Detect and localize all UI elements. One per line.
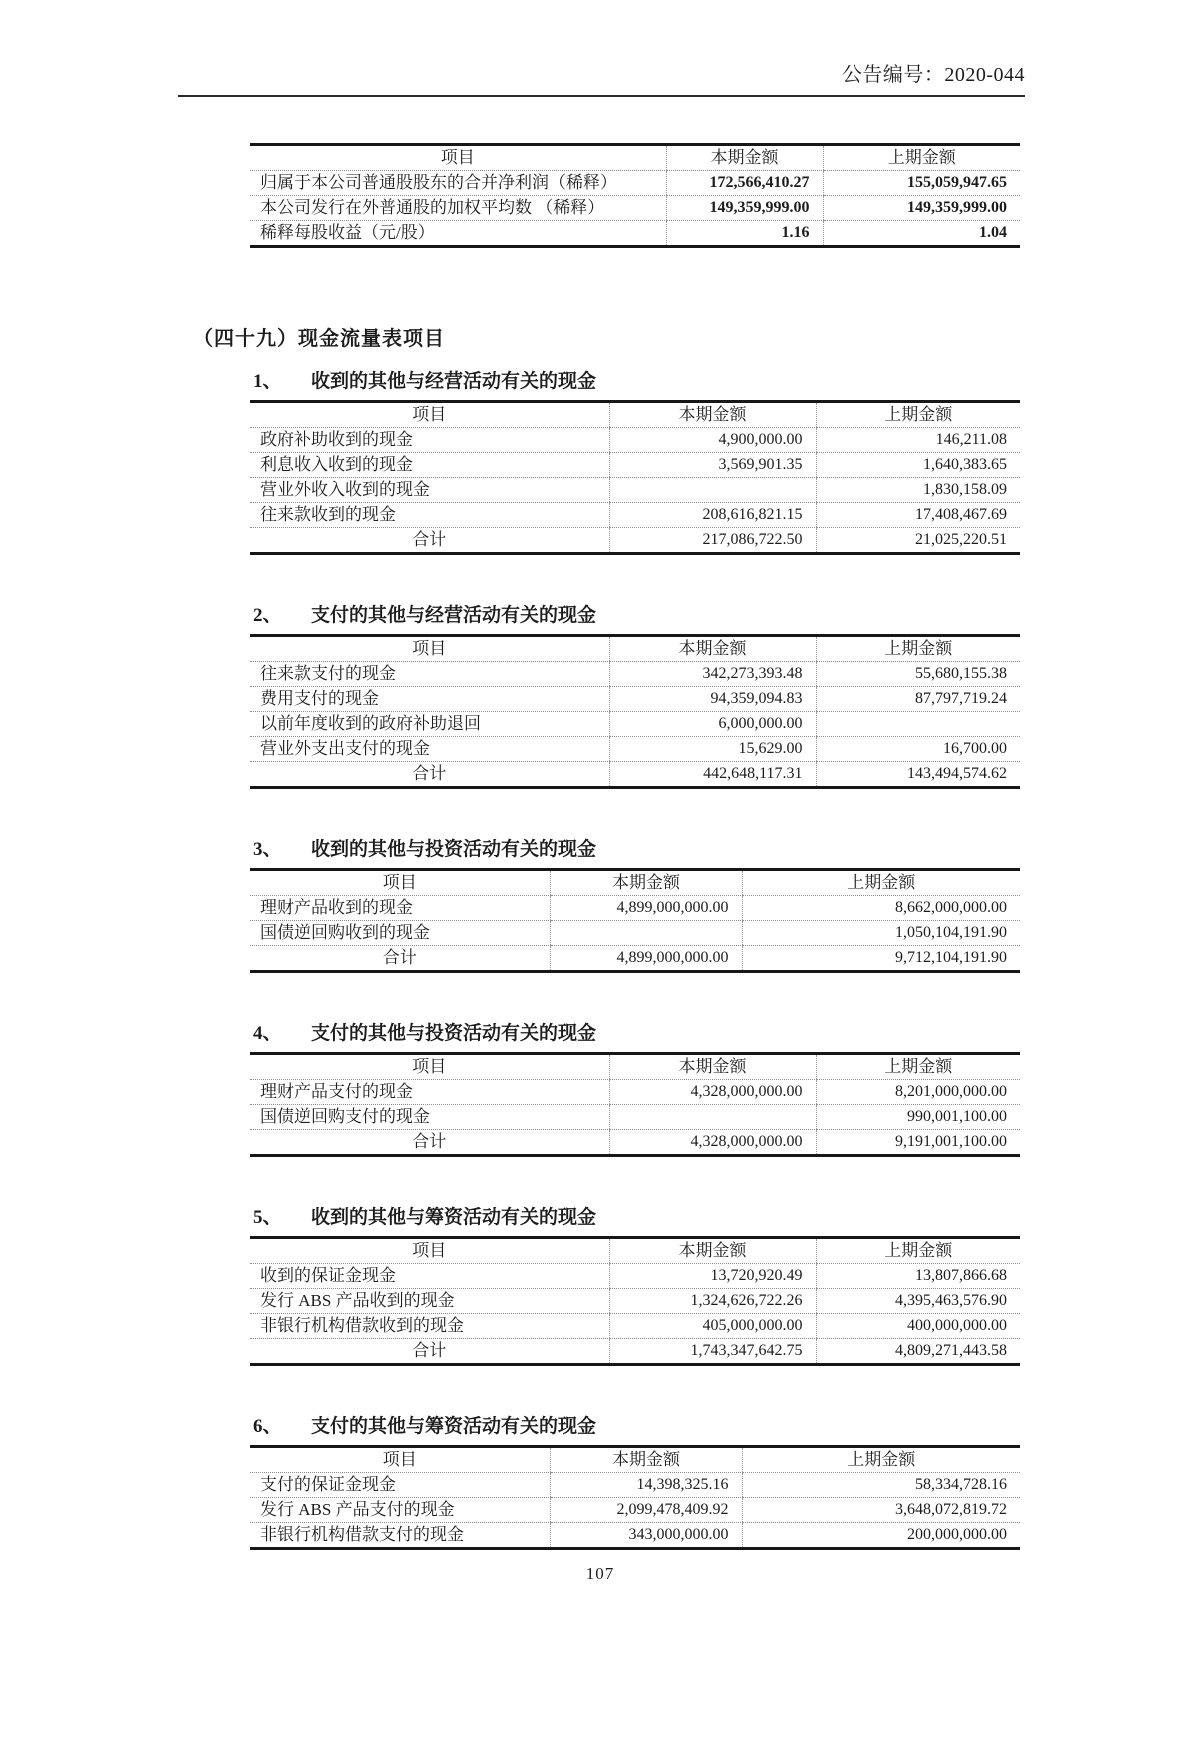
current-amount-cell: 405,000,000.00 [609,1314,816,1339]
prior-amount-cell: 9,191,001,100.00 [816,1130,1020,1156]
cash-flow-table-4 [250,1052,1020,1157]
column-header: 本期金额 [550,870,742,896]
current-amount-cell: 3,569,901.35 [609,453,816,478]
item-cell: 往来款收到的现金 [250,503,609,528]
prior-amount-cell [816,712,1020,737]
prior-amount-cell: 146,211.08 [816,428,1020,453]
current-amount-cell: 217,086,722.50 [609,528,816,554]
subsection-title: 支付的其他与筹资活动有关的现金 [311,1416,597,1437]
item-cell: 发行 ABS 产品收到的现金 [250,1289,609,1314]
subsection-heading [253,1021,1200,1047]
column-header: 上期金额 [816,402,1020,428]
table-row [250,1105,1020,1130]
prior-amount-cell: 3,648,072,819.72 [742,1498,1020,1523]
total-row [250,528,1020,554]
total-row [250,946,1020,972]
table-row [250,1289,1020,1314]
table-row [250,687,1020,712]
column-header: 项目 [250,402,609,428]
total-row [250,1339,1020,1365]
table-row [250,1264,1020,1289]
table-row [250,503,1020,528]
prior-amount-cell: 400,000,000.00 [816,1314,1020,1339]
current-amount-cell [550,921,742,946]
current-amount-cell: 442,648,117.31 [609,762,816,788]
cash-flow-table-3 [250,868,1020,973]
subsection-2 [0,603,1200,789]
column-header: 本期金额 [666,145,823,171]
header-row [250,1447,1020,1473]
prior-amount-cell: 4,395,463,576.90 [816,1289,1020,1314]
column-header: 本期金额 [609,1054,816,1080]
eps-table-container [0,143,1200,248]
table-row [250,737,1020,762]
subsection-heading [253,369,1200,395]
current-amount-cell: 6,000,000.00 [609,712,816,737]
column-header: 上期金额 [742,870,1020,896]
subsection-title: 支付的其他与投资活动有关的现金 [311,1023,597,1044]
item-cell: 归属于本公司普通股股东的合并净利润（稀释） [250,171,666,196]
prior-amount-cell: 1,050,104,191.90 [742,921,1020,946]
current-amount-cell: 94,359,094.83 [609,687,816,712]
prior-amount-cell: 58,334,728.16 [742,1473,1020,1498]
subsection-title: 收到的其他与经营活动有关的现金 [311,371,597,392]
current-amount-cell [609,478,816,503]
column-header: 上期金额 [816,1054,1020,1080]
current-amount-cell: 4,900,000.00 [609,428,816,453]
item-cell: 合计 [250,528,609,554]
item-cell: 发行 ABS 产品支付的现金 [250,1498,550,1523]
prior-amount-cell: 1,640,383.65 [816,453,1020,478]
item-cell: 营业外收入收到的现金 [250,478,609,503]
subsection-heading [253,837,1200,863]
column-header: 本期金额 [550,1447,742,1473]
column-header: 上期金额 [816,1238,1020,1264]
current-amount-cell: 14,398,325.16 [550,1473,742,1498]
header-row [250,636,1020,662]
current-amount-cell: 342,273,393.48 [609,662,816,687]
subsection-number: 6、 [253,1416,282,1437]
subsection-number: 4、 [253,1023,282,1044]
item-cell: 往来款支付的现金 [250,662,609,687]
subsection-number: 2、 [253,605,282,626]
cash-flow-table-6 [250,1445,1020,1550]
table-row [250,896,1020,921]
current-amount-cell: 4,899,000,000.00 [550,946,742,972]
table-row [250,662,1020,687]
item-cell: 支付的保证金现金 [250,1473,550,1498]
current-amount-cell: 1.16 [666,221,823,247]
subsection-1 [0,369,1200,555]
item-cell: 营业外支出支付的现金 [250,737,609,762]
prior-amount-cell: 8,662,000,000.00 [742,896,1020,921]
section-title: （四十九）现金流量表项目 [193,328,445,350]
table-row [250,1523,1020,1549]
subsection-heading [253,1205,1200,1231]
eps-table [250,143,1020,248]
subsection-title: 支付的其他与经营活动有关的现金 [311,605,597,626]
item-cell: 国债逆回购支付的现金 [250,1105,609,1130]
column-header: 上期金额 [742,1447,1020,1473]
item-cell: 稀释每股收益（元/股） [250,221,666,247]
header-row [250,870,1020,896]
page-number: 107 [585,1564,615,1583]
cash-flow-table-2 [250,634,1020,789]
item-cell: 利息收入收到的现金 [250,453,609,478]
column-header: 本期金额 [609,402,816,428]
table-row [250,921,1020,946]
document-page [0,62,1200,1759]
total-row [250,762,1020,788]
item-cell: 合计 [250,1130,609,1156]
item-cell: 非银行机构借款支付的现金 [250,1523,550,1549]
total-row [250,1130,1020,1156]
item-cell: 合计 [250,762,609,788]
prior-amount-cell: 16,700.00 [816,737,1020,762]
column-header: 上期金额 [823,145,1020,171]
cash-flow-subsections [0,369,1200,1550]
subsection-number: 3、 [253,839,282,860]
table-row [250,196,1020,221]
prior-amount-cell: 21,025,220.51 [816,528,1020,554]
item-cell: 理财产品收到的现金 [250,896,550,921]
table-row [250,221,1020,247]
item-cell: 合计 [250,1339,609,1365]
header-row [250,1054,1020,1080]
subsection-4 [0,1021,1200,1157]
prior-amount-cell: 13,807,866.68 [816,1264,1020,1289]
subsection-title: 收到的其他与投资活动有关的现金 [311,839,597,860]
item-cell: 国债逆回购收到的现金 [250,921,550,946]
table-row [250,1473,1020,1498]
subsection-6 [0,1414,1200,1550]
table-row [250,1314,1020,1339]
header-row [250,145,1020,171]
column-header: 项目 [250,1238,609,1264]
column-header: 本期金额 [609,1238,816,1264]
table-row [250,712,1020,737]
column-header: 项目 [250,1447,550,1473]
current-amount-cell: 343,000,000.00 [550,1523,742,1549]
column-header: 上期金额 [816,636,1020,662]
item-cell: 本公司发行在外普通股的加权平均数 （稀释） [250,196,666,221]
item-cell: 收到的保证金现金 [250,1264,609,1289]
subsection-number: 5、 [253,1207,282,1228]
subsection-title: 收到的其他与筹资活动有关的现金 [311,1207,597,1228]
current-amount-cell: 1,324,626,722.26 [609,1289,816,1314]
column-header: 项目 [250,1054,609,1080]
table-row [250,1498,1020,1523]
prior-amount-cell: 1,830,158.09 [816,478,1020,503]
cash-flow-table-1 [250,400,1020,555]
subsection-heading [253,1414,1200,1440]
prior-amount-cell: 8,201,000,000.00 [816,1080,1020,1105]
item-cell: 理财产品支付的现金 [250,1080,609,1105]
current-amount-cell: 15,629.00 [609,737,816,762]
prior-amount-cell: 1.04 [823,221,1020,247]
prior-amount-cell: 4,809,271,443.58 [816,1339,1020,1365]
table-row [250,453,1020,478]
subsection-5 [0,1205,1200,1366]
table-row [250,428,1020,453]
column-header: 项目 [250,636,609,662]
current-amount-cell: 4,899,000,000.00 [550,896,742,921]
item-cell: 政府补助收到的现金 [250,428,609,453]
prior-amount-cell: 155,059,947.65 [823,171,1020,196]
header-row [250,1238,1020,1264]
header-row [250,402,1020,428]
cash-flow-table-5 [250,1236,1020,1366]
current-amount-cell [609,1105,816,1130]
item-cell: 费用支付的现金 [250,687,609,712]
subsection-number: 1、 [253,371,282,392]
current-amount-cell: 13,720,920.49 [609,1264,816,1289]
prior-amount-cell: 200,000,000.00 [742,1523,1020,1549]
current-amount-cell: 4,328,000,000.00 [609,1130,816,1156]
prior-amount-cell: 17,408,467.69 [816,503,1020,528]
current-amount-cell: 4,328,000,000.00 [609,1080,816,1105]
item-cell: 非银行机构借款收到的现金 [250,1314,609,1339]
current-amount-cell: 1,743,347,642.75 [609,1339,816,1365]
prior-amount-cell: 55,680,155.38 [816,662,1020,687]
doc-number: 公告编号：2020-044 [178,62,1025,97]
table-row [250,1080,1020,1105]
current-amount-cell: 208,616,821.15 [609,503,816,528]
current-amount-cell: 172,566,410.27 [666,171,823,196]
subsection-heading [253,603,1200,629]
current-amount-cell: 149,359,999.00 [666,196,823,221]
column-header: 本期金额 [609,636,816,662]
item-cell: 合计 [250,946,550,972]
column-header: 项目 [250,145,666,171]
prior-amount-cell: 149,359,999.00 [823,196,1020,221]
prior-amount-cell: 87,797,719.24 [816,687,1020,712]
item-cell: 以前年度收到的政府补助退回 [250,712,609,737]
table-row [250,171,1020,196]
column-header: 项目 [250,870,550,896]
table-row [250,478,1020,503]
prior-amount-cell: 990,001,100.00 [816,1105,1020,1130]
subsection-3 [0,837,1200,973]
prior-amount-cell: 143,494,574.62 [816,762,1020,788]
current-amount-cell: 2,099,478,409.92 [550,1498,742,1523]
prior-amount-cell: 9,712,104,191.90 [742,946,1020,972]
